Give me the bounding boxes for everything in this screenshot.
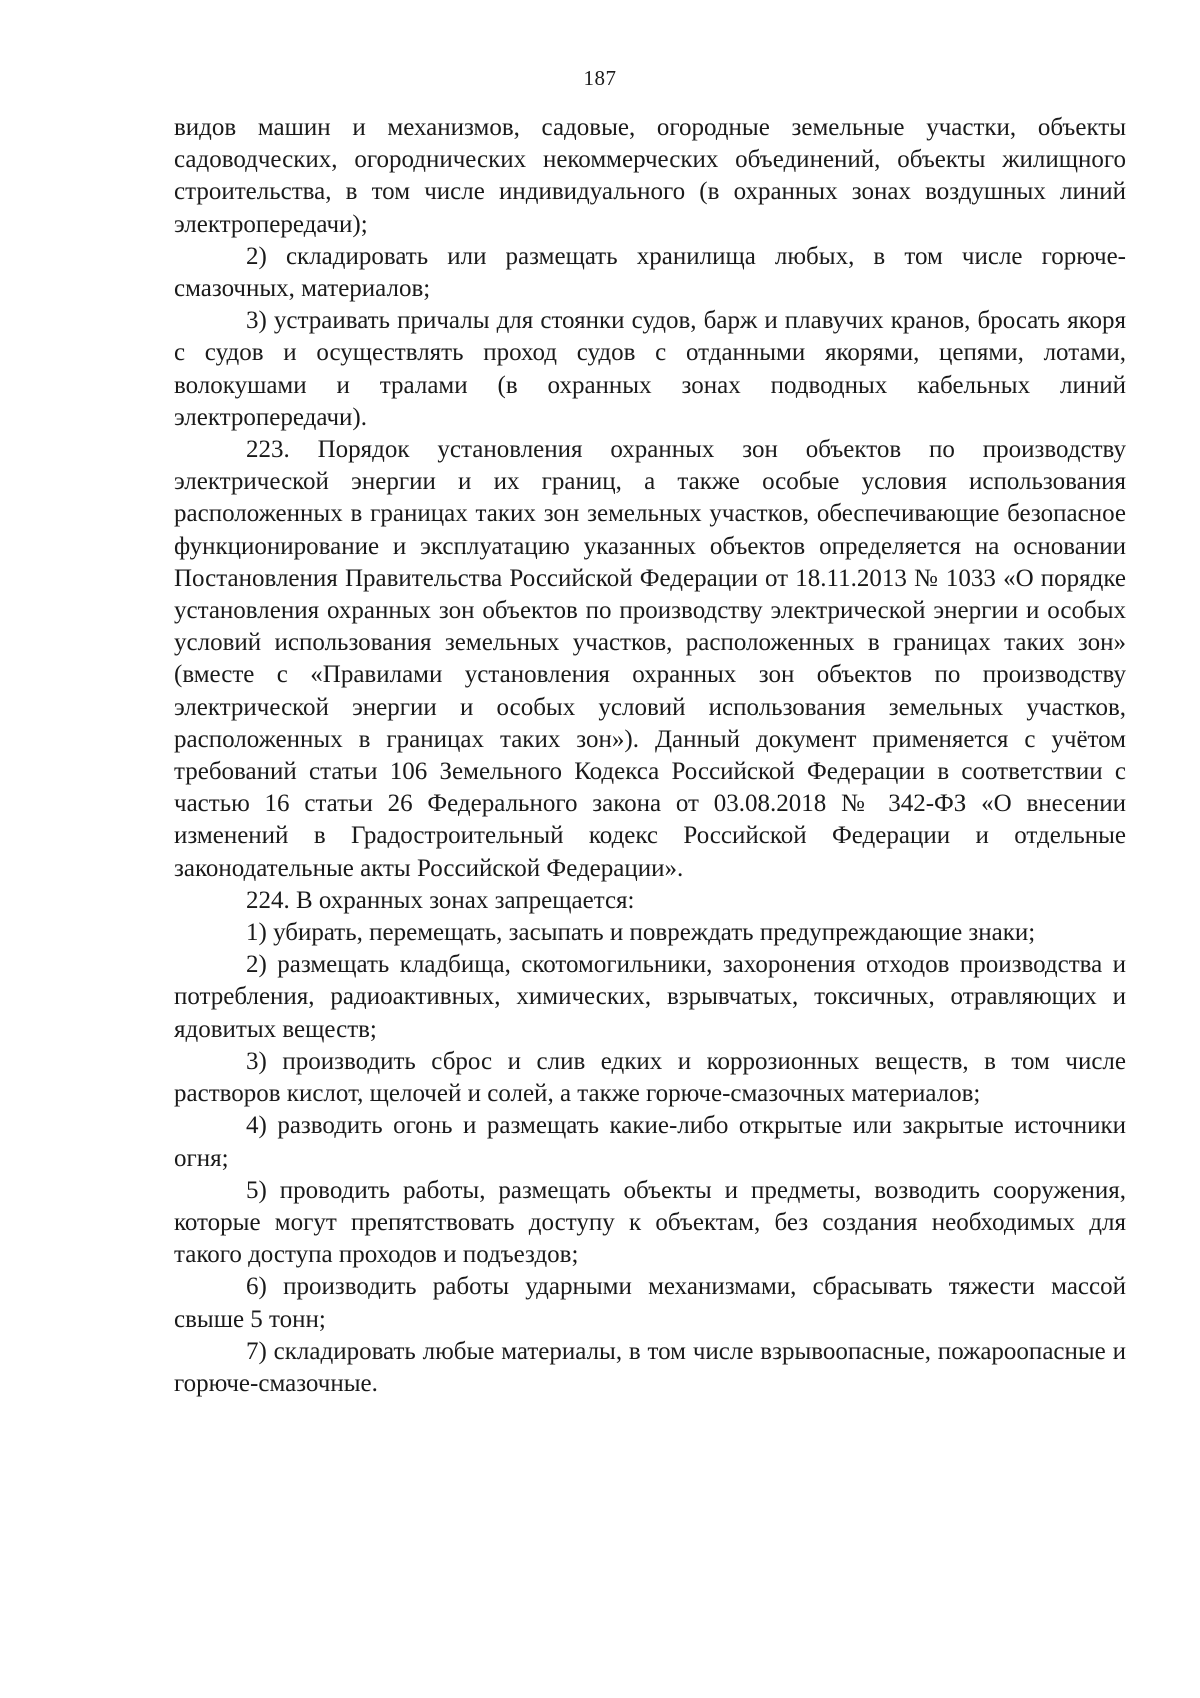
list-item-access: 5) проводить работы, размещать объекты и предметы, возводить сооружения, которые могут препятствовать доступу к объектам, без создания необходимых для такого доступа проходов и подъездов; <box>174 1176 1126 1269</box>
list-item-burial: 2) размещать кладбища, скотомогильники, захоронения отходов производства и потребления, радиоактивных, химических, взрывчатых, токсичных, отравляющих и ядовитых веществ; <box>174 951 1126 1043</box>
list-item-signs: 1) убирать, перемещать, засыпать и повреждать предупреждающие знаки; <box>246 919 1036 947</box>
list-item-moorings: 3) устраивать причалы для стоянки судов, барж и плавучих кранов, бросать якоря с судов и осуществлять проход судов с отданными якорями, цепями, лотами, волокушами и тралами (в охранных зонах подводных кабельных линий электропередачи). <box>174 307 1126 431</box>
page-number: 187 <box>583 66 617 90</box>
clause-224-heading: 224. В охранных зонах запрещается: <box>246 886 635 914</box>
list-item-discharge: 3) производить сброс и слив едких и коррозионных веществ, в том числе растворов кислот, щелочей и солей, а также горюче-смазочных материалов; <box>174 1047 1126 1108</box>
document-body <box>174 112 1126 1400</box>
paragraph-continuation: видов машин и механизмов, садовые, огородные земельные участки, объекты садоводческих, огороднических некоммерческих объединений, объекты жилищного строительства, в том числе индивидуального (в охранных зонах воздушных линий электропередачи); <box>174 114 1126 238</box>
list-item-materials: 7) складировать любые материалы, в том числе взрывоопасные, пожароопасные и горюче-смазочные. <box>174 1337 1126 1397</box>
list-item-impact-works: 6) производить работы ударными механизмами, сбрасывать тяжести массой свыше 5 тонн; <box>174 1273 1126 1333</box>
list-item-storage: 2) складировать или размещать хранилища любых, в том числе горюче-смазочных, материалов; <box>174 242 1126 303</box>
clause-223: 223. Порядок установления охранных зон объектов по производству электрической энергии и их границ, а также особые условия использования расположенных в границах таких зон земельных участков, обеспечивающие безопасное функционирование и эксплуатацию указанных объектов определяется на основании Постановления Правительства Российской Федерации от 18.11.2013 № 1033 «О порядке установления охранных зон объектов по производству электрической энергии и особых условий использования земельных участков, расположенных в границах таких зон» (вместе с «Правилами установления охранных зон объектов по производству электрической энергии и особых условий использования земельных участков, расположенных в границах таких зон»). Данный документ применяется с учётом требований статьи 106 Земельного Кодекса Российской Федерации в соответствии с частью 16 статьи 26 Федерального закона от 03.08.2018 № 342-ФЗ «О внесении изменений в Градостроительный кодекс Российской Федерации и отдельные законодательные акты Российской Федерации». <box>174 436 1126 882</box>
list-item-fire: 4) разводить огонь и размещать какие-либо открытые или закрытые источники огня; <box>174 1112 1126 1172</box>
